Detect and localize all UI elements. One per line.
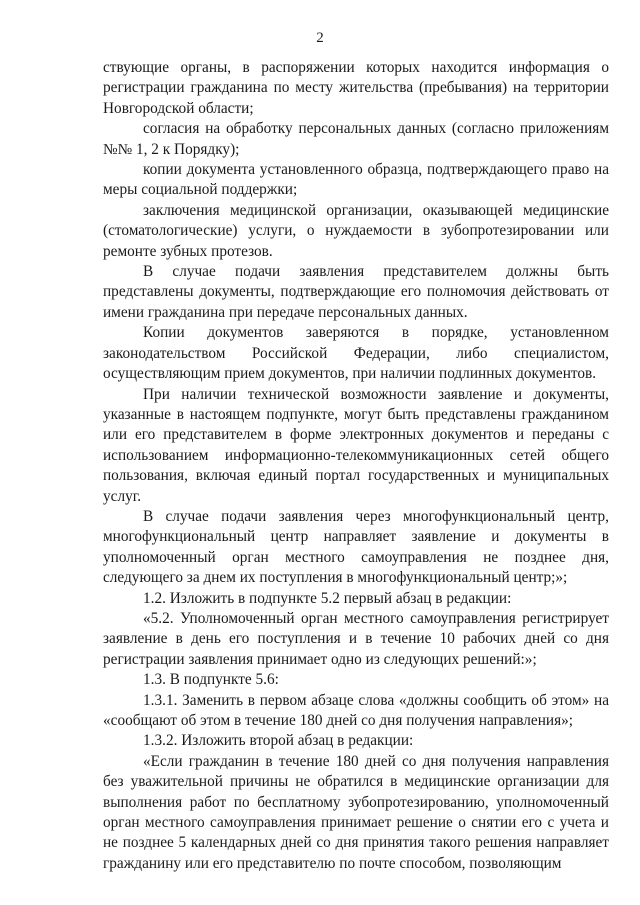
paragraph-document-copy: копии документа установленного образца, подтверждающего право на меры социальной поддержки; bbox=[103, 161, 609, 199]
paragraph-item-1-3-1: 1.3.1. Заменить в первом абзаце слова «должны сообщить об этом» на «сообщают об этом в течение 180 дней со дня получения направления»; bbox=[103, 691, 609, 729]
paragraph-consent: согласия на обработку персональных данных (согласно приложениям №№ 1, 2 к Порядку); bbox=[103, 120, 609, 158]
paragraph-continuation: ствующие органы, в распоряжении которых находится информация о регистрации гражданина по месту жительства (пребывания) на территории Новгородской области; bbox=[103, 59, 609, 117]
paragraph-copies-certified: Копии документов заверяются в порядке, установленном законодательством Российской Федерации, либо специалистом, осуществляющим прием документов, при наличии подлинных документов. bbox=[103, 324, 609, 383]
paragraph-electronic-submission: При наличии технической возможности заявление и документы, указанные в настоящем подпункте, могут быть представлены гражданином или его представителем в форме электронных документов и переданы с использованием информационно-телекоммуникационных сетей общего пользования, включая единый портал государственных и муниципальных услуг. bbox=[103, 385, 609, 505]
paragraph-quote-citizen: «Если гражданин в течение 180 дней со дня получения направления без уважительной причины не обратился в медицинские организации для выполнения работ по бесплатному зубопротезированию, уполномоченный орган местного самоуправления принимает решение о снятии его с учета и не позднее 5 календарных дней со дня принятия такого решения направляет гражданину или его представителю по почте способом, позволяющим bbox=[103, 752, 609, 872]
paragraph-representative: В случае подачи заявления представителем должны быть представлены документы, подтверждающие его полномочия действовать от имени гражданина при передаче персональных данных. bbox=[103, 263, 609, 321]
paragraph-item-1-3: 1.3. В подпункте 5.6: bbox=[143, 671, 279, 689]
paragraph-quote-5-2: «5.2. Уполномоченный орган местного самоуправления регистрирует заявление в день его поступления и в течение 10 рабочих дней со дня регистрации заявления принимает одно из следующих решений:»; bbox=[103, 609, 609, 668]
document-body bbox=[103, 58, 609, 874]
paragraph-item-1-3-2: 1.3.2. Изложить второй абзац в редакции: bbox=[143, 732, 414, 750]
paragraph-medical-conclusion: заключения медицинской организации, оказывающей медицинские (стоматологические) услуги, о нуждаемости в зубопротезировании или ремонте зубных протезов. bbox=[103, 201, 609, 260]
paragraph-mfc: В случае подачи заявления через многофункциональный центр, многофункциональный центр направляет заявление и документы в уполномоченный орган местного самоуправления не позднее дня, следующего за днем их поступления в многофункциональный центр;»; bbox=[103, 507, 609, 587]
paragraph-item-1-2: 1.2. Изложить в подпункте 5.2 первый абзац в редакции: bbox=[143, 589, 512, 607]
page-number: 2 bbox=[316, 30, 324, 46]
